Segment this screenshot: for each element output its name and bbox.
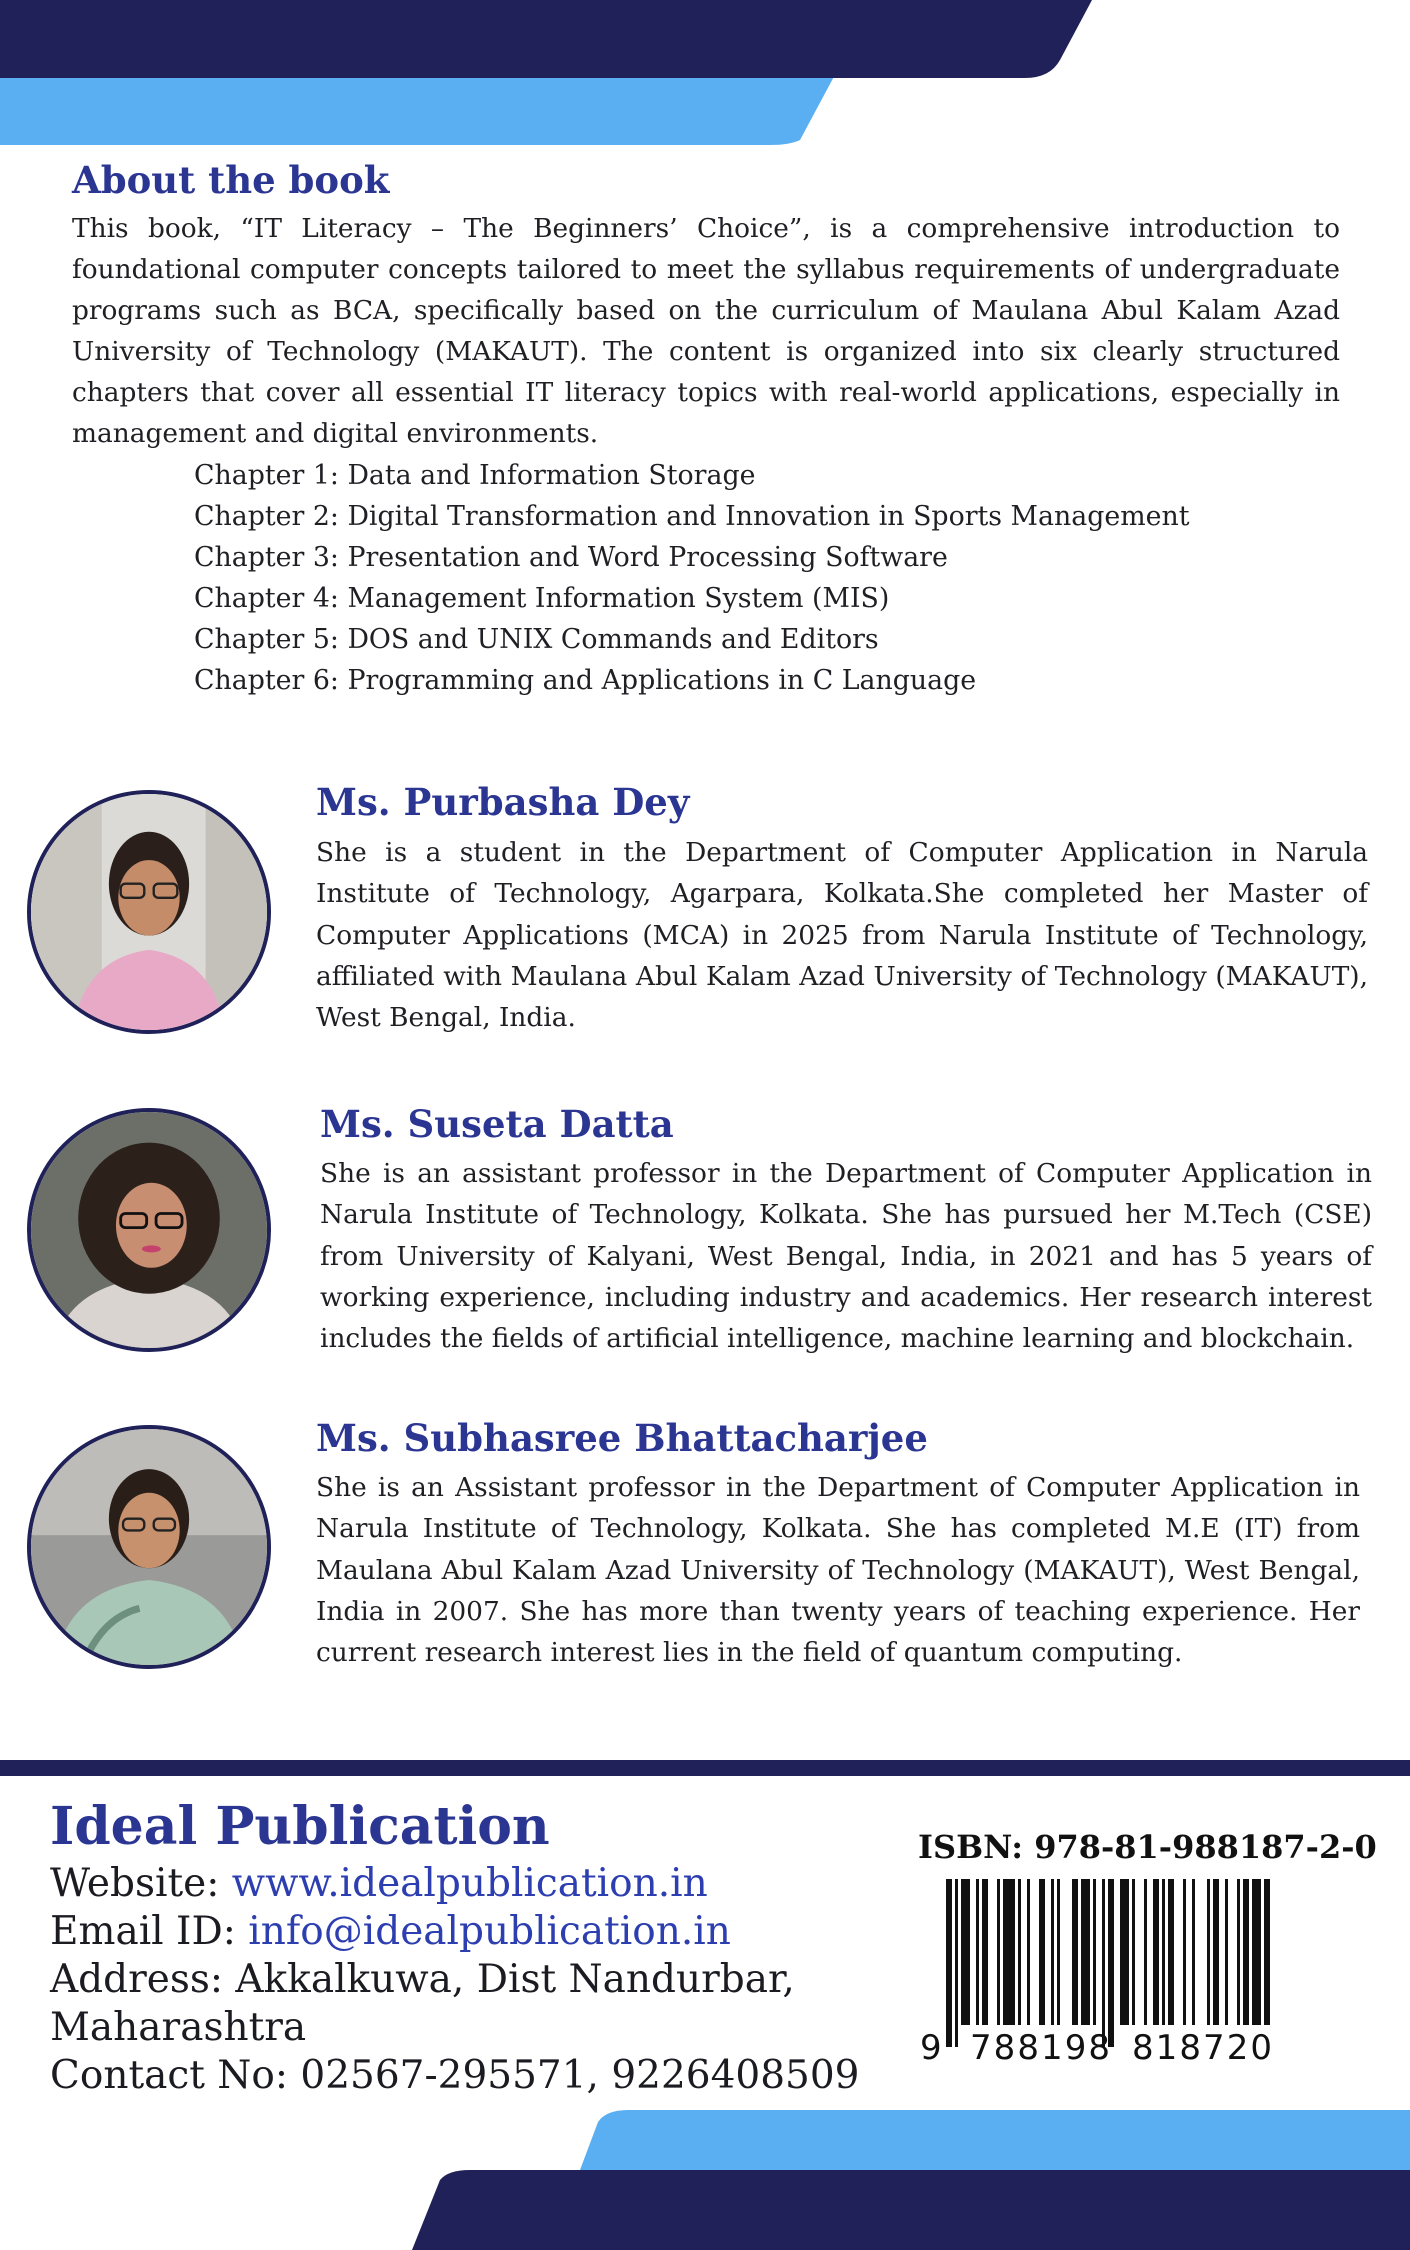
- chapter-item: Chapter 2: Digital Transformation and Innovation in Sports Management: [194, 501, 1190, 532]
- barcode-bar: [946, 1879, 952, 2047]
- barcode-bar: [1264, 1879, 1270, 2025]
- barcode-bar: [1192, 1879, 1195, 2025]
- barcode-bar: [1003, 1879, 1015, 2025]
- barcode-bar: [1183, 1879, 1186, 2025]
- barcode-bar: [1213, 1879, 1219, 2025]
- barcode-bar: [961, 1879, 970, 2025]
- barcode-bar: [1243, 1879, 1249, 2025]
- about-text: This book, “IT Literacy – The Beginners’ Choice”, is a comprehensive introduction to foundational computer concepts tailored to meet the syllabus requirements of undergraduate programs such as BCA, specifically based on the curriculum of Maulana Abul Kalam Azad University of Technology (MAKAUT). The content is organized into six clearly structured chapters that cover all essential IT literacy topics with real-world applications, especially in management and digital environments.: [72, 213, 1340, 449]
- publisher-name: Ideal Publication: [50, 1796, 550, 1857]
- barcode-digit-lead: 9: [920, 2028, 942, 2065]
- bottom-decoration: [0, 2100, 1410, 2250]
- website-label: Website:: [50, 1861, 232, 1906]
- about-title: About the book: [72, 158, 390, 202]
- barcode-bar: [1039, 1879, 1045, 2025]
- email-label: Email ID:: [50, 1909, 249, 1954]
- author-name: Ms. Subhasree Bhattacharjee: [316, 1416, 928, 1460]
- author-name: Ms. Purbasha Dey: [316, 780, 690, 824]
- barcode-bar: [1018, 1879, 1021, 2025]
- isbn-barcode: [918, 1877, 1308, 2065]
- barcode-bar: [1252, 1879, 1261, 2025]
- barcode-bar: [1027, 1879, 1030, 2025]
- website-link[interactable]: www.idealpublication.in: [231, 1861, 708, 1906]
- barcode-bar: [1162, 1879, 1165, 2025]
- barcode-digits-right: 818720: [1132, 2028, 1272, 2065]
- barcode-bar: [1132, 1879, 1135, 2025]
- barcode-bar: [997, 1879, 1000, 2025]
- email-link[interactable]: info@idealpublication.in: [248, 1909, 731, 1954]
- author-bio: She is an assistant professor in the Department of Computer Application in Narula Institute of Technology, Kolkata. She has pursued her M.Tech (CSE) from University of Kalyani, West Bengal, India, in 2021 and has 5 years of working experience, including industry and academics. Her research interest includes the fields of artificial intelligence, machine learning and blockchain.: [320, 1158, 1372, 1355]
- barcode-bar: [1144, 1879, 1147, 2025]
- chapter-item: Chapter 5: DOS and UNIX Commands and Editors: [194, 624, 879, 655]
- barcode-bar: [1081, 1879, 1090, 2025]
- barcode-bar: [976, 1879, 979, 2025]
- barcode-bar: [1051, 1879, 1054, 2025]
- chapter-item: Chapter 4: Management Information System (MIS): [194, 583, 890, 614]
- barcode-bar: [1093, 1879, 1096, 2025]
- publisher-address-line1: Address: Akkalkuwa, Dist Nandurbar,: [50, 1957, 795, 2002]
- barcode-bar: [1168, 1879, 1174, 2025]
- publisher-address-line2: Maharashtra: [50, 2005, 307, 2050]
- barcode-bar: [1057, 1879, 1060, 2025]
- publisher-email: [50, 1908, 731, 1956]
- publisher-website: [50, 1860, 708, 1908]
- isbn-label: ISBN: 978-81-988187-2-0: [918, 1828, 1377, 1866]
- author-bio: She is an Assistant professor in the Department of Computer Application in Narula Institute of Technology, Kolkata. She has completed M.E (IT) from Maulana Abul Kalam Azad University of Technology (MAKAUT), West Bengal, India in 2007. She has more than twenty years of teaching experience. Her current research interest lies in the field of quantum computing.: [316, 1472, 1360, 1669]
- barcode-bar: [982, 1879, 988, 2025]
- top-decoration: [0, 0, 1410, 150]
- author-photo-purbasha: [27, 790, 271, 1034]
- barcode-bar: [1108, 1879, 1114, 2047]
- author-photo-suseta: [27, 1108, 271, 1352]
- barcode-bar: [1207, 1879, 1210, 2025]
- chapter-list: [194, 455, 1190, 701]
- chapter-item: Chapter 6: Programming and Applications in C Language: [194, 665, 977, 696]
- publisher-contact: Contact No: 02567-295571, 9226408509: [50, 2053, 860, 2098]
- barcode-bar: [1120, 1879, 1129, 2025]
- author-photo-subhasree: [27, 1425, 271, 1669]
- author-name: Ms. Suseta Datta: [320, 1102, 674, 1146]
- author-bio: She is a student in the Department of Computer Application in Narula Institute of Technology, Agarpara, Kolkata.She completed her Master of Computer Applications (MCA) in 2025 from Narula Institute of Technology, affiliated with Maulana Abul Kalam Azad University of Technology (MAKAUT), West Bengal, India.: [316, 837, 1368, 1034]
- barcode-bar: [955, 1879, 958, 2047]
- footer-divider: [0, 1760, 1410, 1776]
- barcode-bar: [1072, 1879, 1078, 2025]
- barcode-digits-left: 788198: [970, 2028, 1110, 2065]
- barcode-bar: [1225, 1879, 1228, 2025]
- chapter-item: Chapter 3: Presentation and Word Processing Software: [194, 542, 948, 573]
- barcode-bar: [1102, 1879, 1105, 2047]
- barcode-bar: [1153, 1879, 1159, 2025]
- barcode-bar: [1237, 1879, 1240, 2025]
- chapter-item: Chapter 1: Data and Information Storage: [194, 460, 756, 491]
